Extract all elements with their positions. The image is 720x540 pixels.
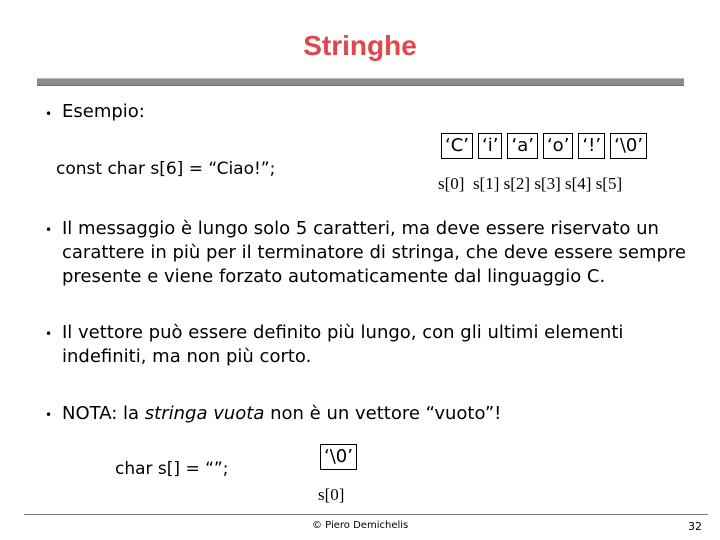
array-cell: ‘!’ [578,133,605,159]
bullet4-italic: stringa vuota [144,403,265,424]
bullet2-line2: carattere in più per il terminatore di stringa, che deve essere sempre [62,242,686,263]
example-label: Esempio: [62,101,145,122]
footer-author: © Piero Demichelis [312,520,409,531]
bullet-dot-3: • [45,327,53,341]
array-indices: s[0] s[1] s[2] s[3] s[4] s[5] [438,174,623,193]
code-example: const char s[6] = “Ciao!”; [56,159,276,179]
slide-title: Stringhe [303,30,417,61]
empty-string-code: char s[] = “”; [115,459,229,479]
title-divider [37,78,684,86]
page-number: 32 [688,520,702,533]
array-cell: ‘C’ [441,133,473,159]
array-cell: ‘a’ [507,133,537,159]
char-array [441,133,647,159]
bullet4-prefix: NOTA: la [62,403,145,424]
array-cell: ‘\0’ [610,133,647,159]
array-cell: ‘i’ [478,133,502,159]
footer-divider [24,514,708,515]
bullet4-text [62,405,501,423]
bullet3-line1: Il vettore può essere definito più lungo, con gli ultimi elementi [62,322,624,343]
empty-array-index: s[0] [318,485,345,504]
bullet-dot-1: • [45,107,53,121]
bullet2-line1: Il messaggio è lungo solo 5 caratteri, ma deve essere riservato un [62,218,659,239]
bullet-dot-4: • [45,408,53,422]
empty-array-cell: ‘\0’ [320,444,357,470]
bullet-dot-2: • [45,223,53,237]
bullet2-line3: presente e viene forzato automaticamente dal linguaggio C. [62,266,606,287]
array-cell: ‘o’ [543,133,573,159]
bullet3-line2: indefiniti, ma non più corto. [62,346,312,367]
bullet4-suffix: non è un vettore “vuoto”! [264,403,502,424]
